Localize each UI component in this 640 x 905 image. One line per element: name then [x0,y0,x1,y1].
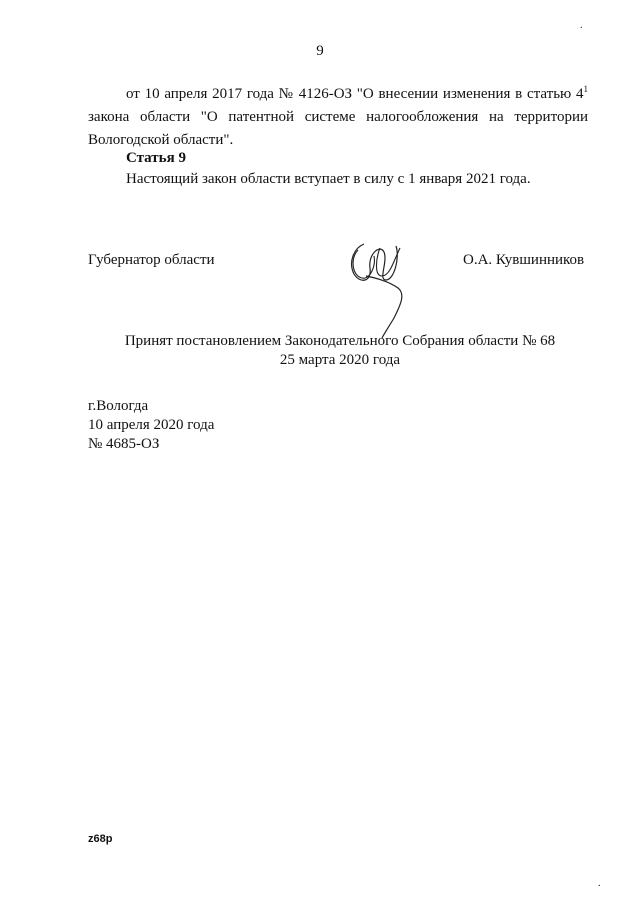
footer-code: z68p [88,833,113,845]
article-title: Статья 9 [126,150,186,166]
page-mark-top-right: . [580,20,583,31]
city: г.Вологда [88,398,149,414]
amendment-line-2: закона области "О патентной системе налогообложения на территории [88,109,588,125]
article-body: Настоящий закон области вступает в силу с 1 января 2021 года. [126,171,531,187]
adoption-line-2: 25 марта 2020 года [279,352,401,368]
page-mark-bottom-right: . [598,878,601,889]
adoption-line-1: Принят постановлением Законодательного Собрания области № 68 [124,333,556,349]
amendment-line-3: Вологодской области". [88,132,234,148]
governor-name: О.А. Кувшинников [463,252,585,268]
amendment-line-1 [88,78,588,106]
page-number: 9 [316,43,324,59]
handwritten-signature [340,236,410,341]
signing-date: 10 апреля 2020 года [88,417,215,433]
law-number: № 4685-ОЗ [88,436,160,452]
amendment-line-1-text: от 10 апреля 2017 года № 4126-ОЗ "О внесении изменения в статью 4 [126,86,584,102]
governor-position: Губернатор области [88,252,215,268]
amendment-paragraph [88,78,588,152]
signature-stroke-3 [366,276,402,338]
article-superscript: 1 [583,84,588,94]
